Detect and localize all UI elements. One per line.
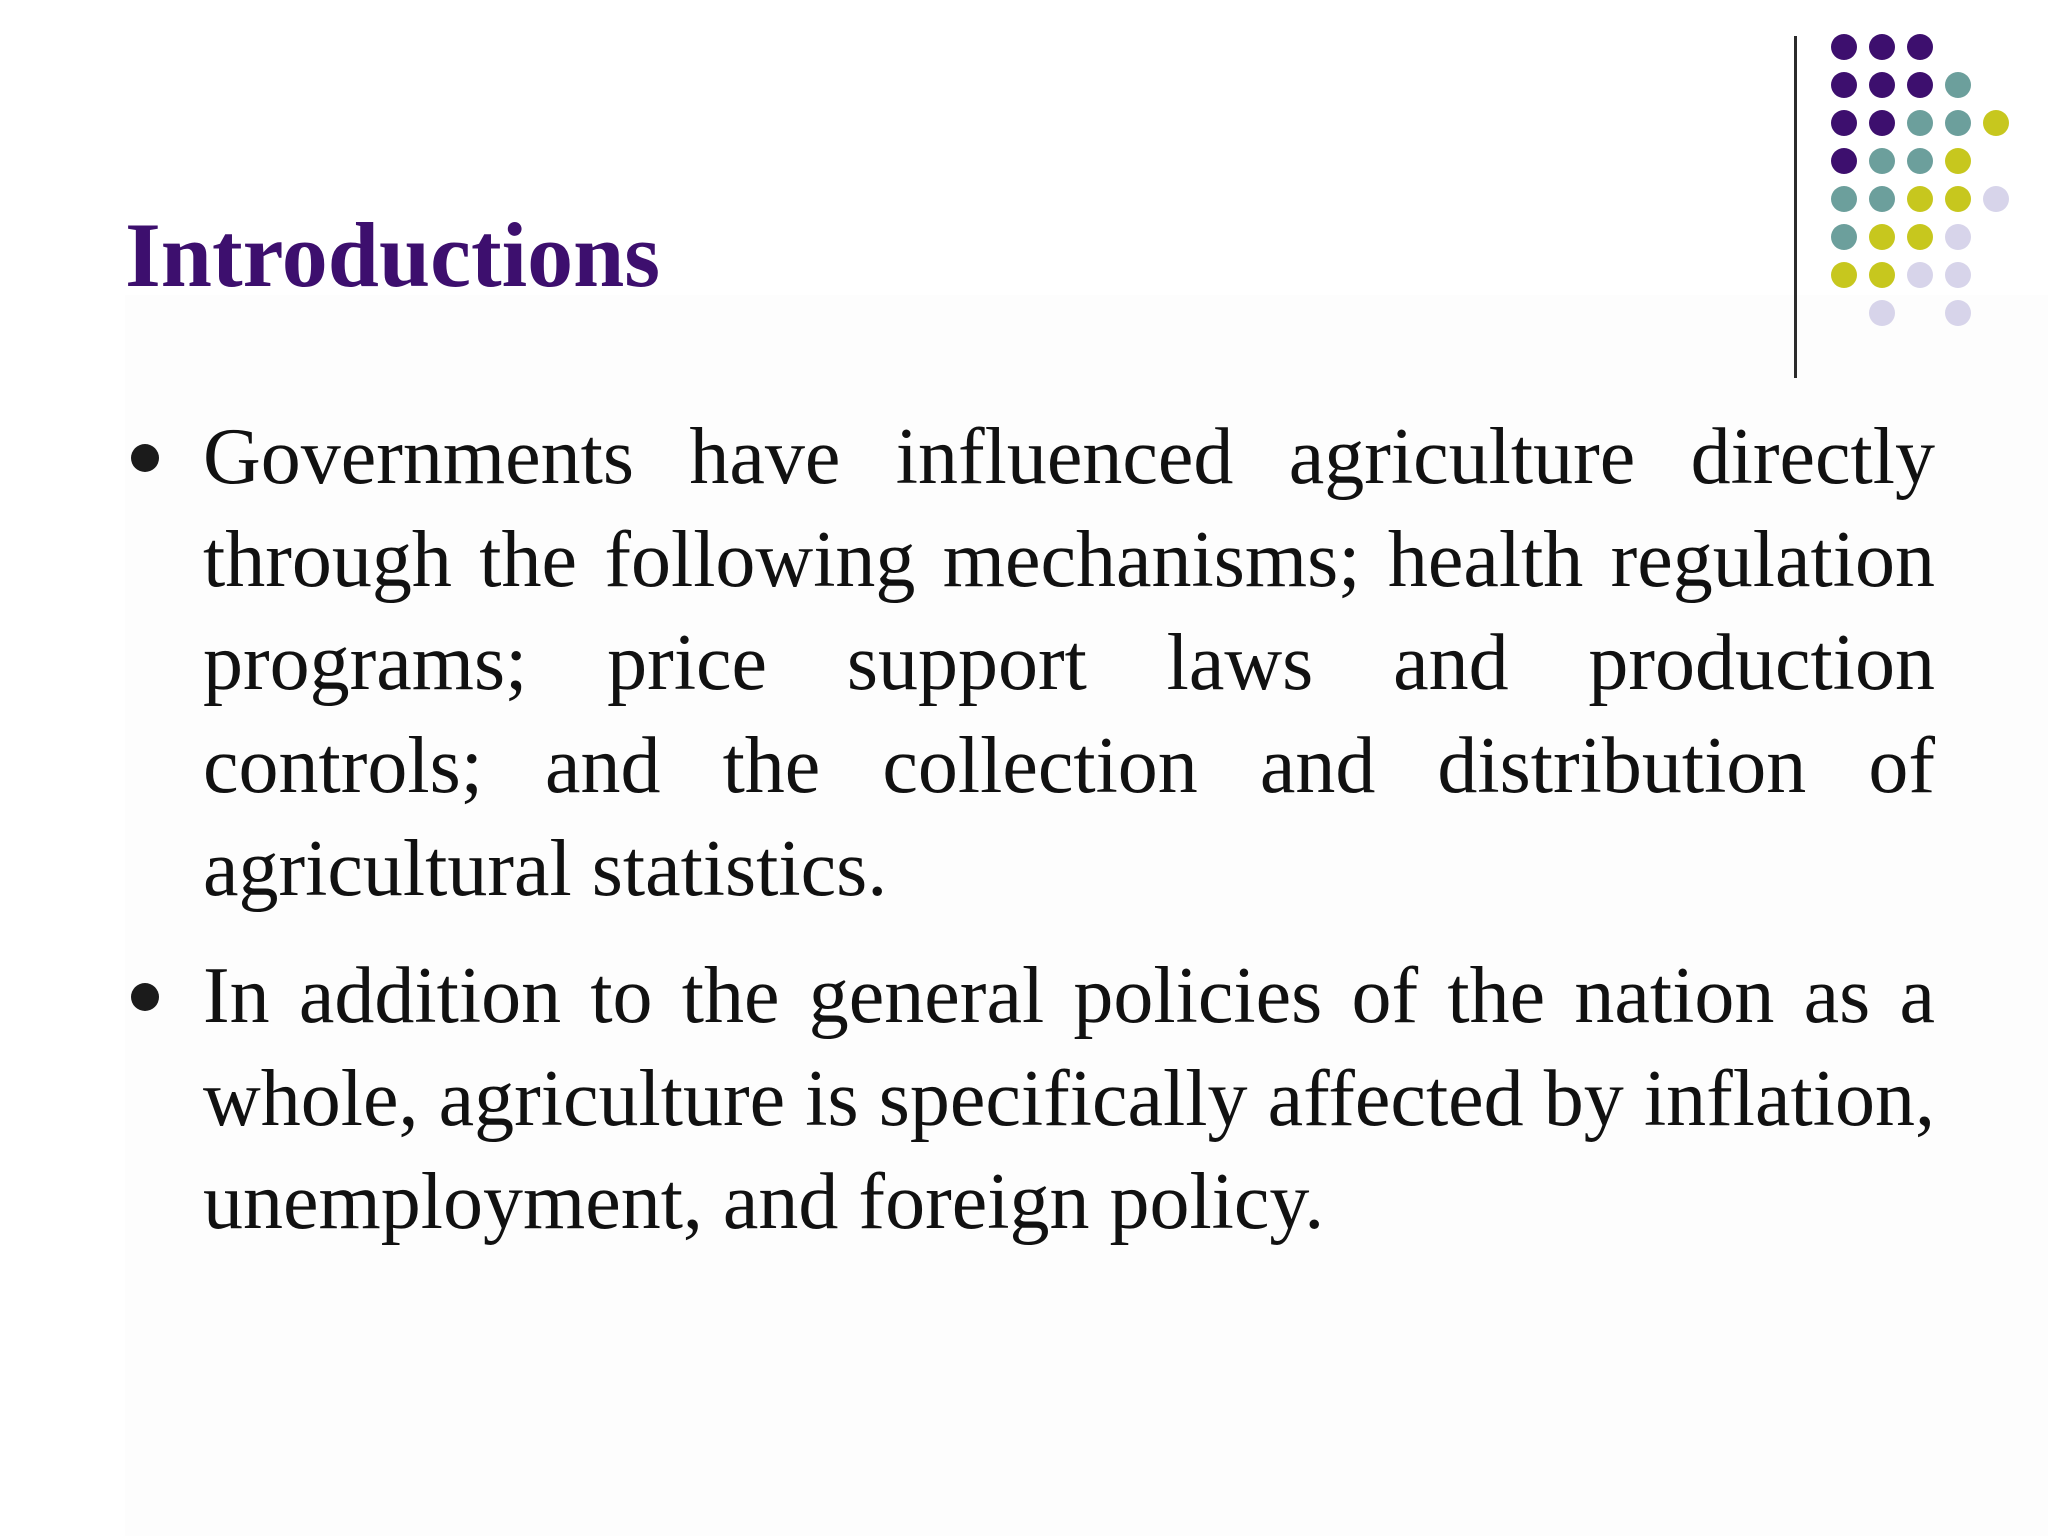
- bullet-text: Governments have influenced agriculture directly through the following mechanisms; health regulation programs; price support laws and production controls; and the collection and distribution of agricultural statistics.: [203, 413, 1935, 913]
- decorative-dot: [1945, 262, 1971, 288]
- bullet-icon: [131, 444, 159, 472]
- decorative-dot: [1831, 34, 1857, 60]
- decorative-dot: [1869, 110, 1895, 136]
- decorative-dot: [1831, 148, 1857, 174]
- bullet-item: [125, 945, 1935, 1254]
- slide-title: Introductions: [125, 204, 661, 306]
- decorative-dot: [1983, 186, 2009, 212]
- decorative-dot: [1907, 72, 1933, 98]
- decorative-dot: [1983, 110, 2009, 136]
- bullet-list: [125, 406, 1935, 1278]
- decorative-dot: [1945, 148, 1971, 174]
- divider-line: [1794, 36, 1797, 378]
- decorative-dot: [1831, 224, 1857, 250]
- bullet-icon: [131, 983, 159, 1011]
- decorative-dot: [1907, 110, 1933, 136]
- decorative-dot: [1907, 148, 1933, 174]
- decorative-dot: [1831, 186, 1857, 212]
- decorative-dot: [1945, 72, 1971, 98]
- decorative-dot: [1831, 72, 1857, 98]
- bullet-text: In addition to the general policies of the nation as a whole, agriculture is specifically affected by inflation, unemployment, and foreign policy.: [203, 952, 1935, 1246]
- decorative-dot: [1945, 300, 1971, 326]
- decorative-dot: [1907, 262, 1933, 288]
- decorative-dot: [1945, 186, 1971, 212]
- bullet-item: [125, 406, 1935, 921]
- decorative-dot: [1869, 262, 1895, 288]
- decorative-dot: [1945, 110, 1971, 136]
- decorative-dot: [1945, 224, 1971, 250]
- decorative-dot: [1831, 262, 1857, 288]
- decorative-dot: [1869, 148, 1895, 174]
- decorative-dot: [1907, 186, 1933, 212]
- decorative-dot: [1869, 72, 1895, 98]
- decorative-dot: [1869, 300, 1895, 326]
- decorative-dot: [1907, 34, 1933, 60]
- decorative-dot: [1869, 34, 1895, 60]
- decorative-dot: [1831, 110, 1857, 136]
- decorative-dot: [1907, 224, 1933, 250]
- decorative-dot: [1869, 224, 1895, 250]
- decorative-dot: [1869, 186, 1895, 212]
